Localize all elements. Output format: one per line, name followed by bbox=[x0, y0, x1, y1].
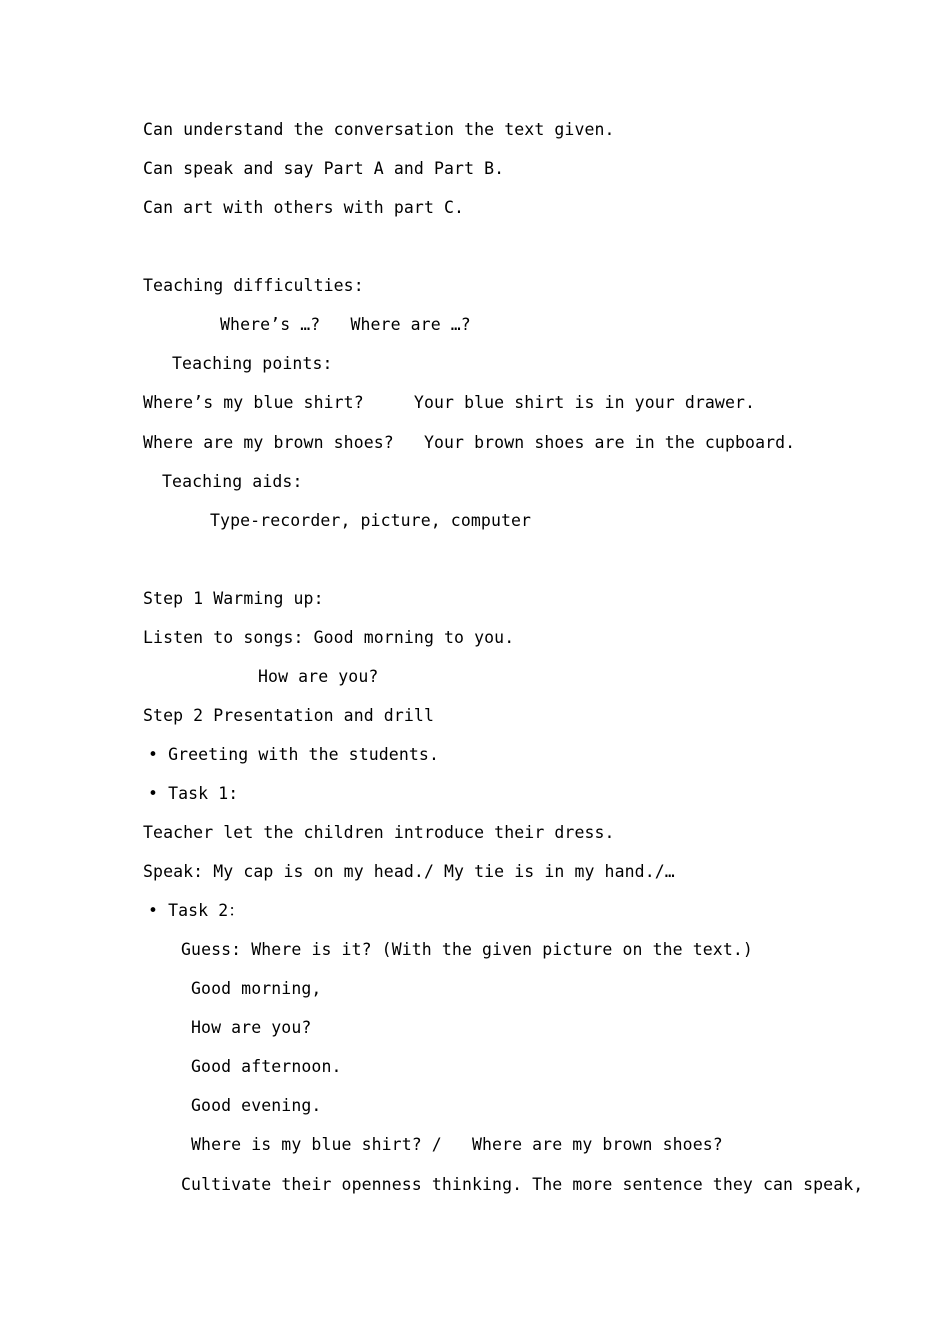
greeting-how-are-you: How are you? bbox=[191, 1018, 312, 1037]
task-2-guess: Guess: Where is it? (With the given picture on the text.) bbox=[181, 940, 753, 959]
objective-line-1: Can understand the conversation the text given. bbox=[143, 120, 615, 139]
objective-line-3: Can art with others with part C. bbox=[143, 198, 465, 217]
task-2-cultivate: Cultivate their openness thinking. The more sentence they can speak, bbox=[181, 1175, 864, 1194]
teaching-aids-content: Type-recorder, picture, computer bbox=[210, 511, 532, 530]
task-1-description: Teacher let the children introduce their dress. bbox=[143, 823, 615, 842]
bullet-task-2: • Task 2： bbox=[148, 901, 245, 920]
greeting-good-afternoon: Good afternoon. bbox=[191, 1057, 342, 1076]
greeting-good-evening: Good evening. bbox=[191, 1096, 322, 1115]
teaching-aids-heading: Teaching aids: bbox=[162, 472, 303, 491]
step-1-heading: Step 1 Warming up: bbox=[143, 589, 324, 608]
bullet-greeting: • Greeting with the students. bbox=[148, 745, 439, 764]
teaching-difficulties-content: Where’s …? Where are …? bbox=[220, 315, 471, 334]
teaching-difficulties-heading: Teaching difficulties: bbox=[143, 276, 364, 295]
bullet-task-1: • Task 1: bbox=[148, 784, 239, 803]
step-1-songs-line: Listen to songs: Good morning to you. bbox=[143, 628, 515, 647]
task-2-questions: Where is my blue shirt? / Where are my brown shoes? bbox=[191, 1135, 723, 1154]
objective-line-2: Can speak and say Part A and Part B. bbox=[143, 159, 505, 178]
teaching-points-line-2: Where are my brown shoes? Your brown shoes are in the cupboard. bbox=[143, 433, 796, 452]
task-1-speak: Speak: My cap is on my head./ My tie is in my hand./… bbox=[143, 862, 675, 881]
greeting-good-morning: Good morning, bbox=[191, 979, 322, 998]
teaching-points-line-1: Where’s my blue shirt? Your blue shirt is in your drawer. bbox=[143, 393, 756, 412]
teaching-points-heading: Teaching points: bbox=[172, 354, 333, 373]
step-2-heading: Step 2 Presentation and drill bbox=[143, 706, 434, 725]
step-1-songs-line-2: How are you? bbox=[258, 667, 379, 686]
